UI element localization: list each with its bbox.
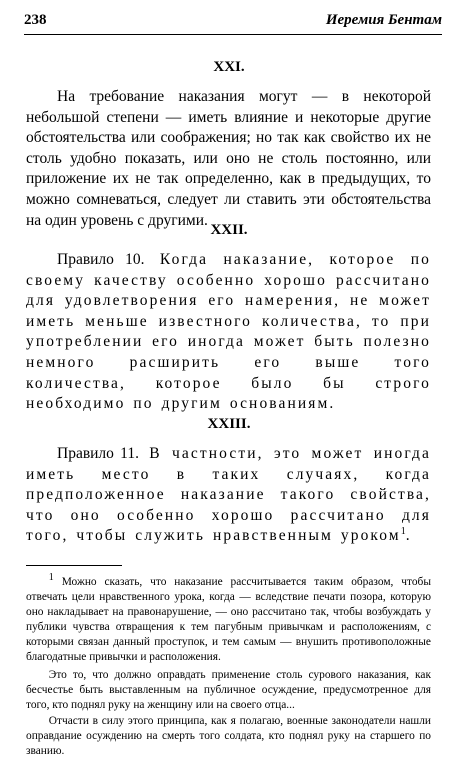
footnote-1-continuation: Это то, что должно оправдать применение столь сурового наказания, как бесчестье быть выставленным на публичное осуждение, предусмотренное для того, кто поднял руку на женщину или на своего отца... <box>26 669 431 711</box>
section-paragraph-xxiii <box>26 444 431 547</box>
rule-label: Правило 10. <box>57 251 145 268</box>
section-heading-xxi: XXI. <box>213 59 245 75</box>
footnote-1 <box>26 572 431 665</box>
rule-label: Правило 11. <box>57 445 139 462</box>
section-paragraph-xxii <box>26 250 431 415</box>
rule-text: В частности, это может иногда иметь место в таких случаях, когда предположенное наказание такого свойства, что оно особенно хорошо рассчитано для того, чтобы служить нравственным уроком <box>26 445 431 545</box>
footnote-1-conclusion: Отчасти в силу этого принципа, как я полагаю, военные законодатели нашли оправдание осуждению на смерть того солдата, кто поднял руку на старшего по званию. <box>26 715 431 757</box>
section-heading-xxii: XXII. <box>210 222 248 238</box>
rule-text-end: . <box>405 527 410 545</box>
section-paragraph-xxi: На требование наказания могут — в некоторой небольшой степени — иметь влияние и некоторые другие обстоятельства или соображения; но так как свойство их не столь удобно показать, или оно не столь постоянно, или приложение их не так определенно, как в предыдущих, то можно сомневаться, следует ли ставить эти обстоятельства на один уровень с другими. <box>26 88 431 229</box>
footnote-marker: 1 <box>48 572 54 584</box>
section-heading-xxiii: XXIII. <box>207 416 251 432</box>
footnote-reference: 1 <box>400 526 406 538</box>
page-number: 238 <box>24 12 47 28</box>
running-head: Иеремия Бентам <box>325 12 442 28</box>
footnote-separator <box>26 565 122 566</box>
rule-text: Когда наказание, которое по своему качеству особенно хорошо рассчитано для удовлетворения его намерения, не может иметь меньше известного количества, то при употреблении его иногда может быть полезно немного расширить его выше того количества, которое было бы строго необходимо по другим основаниям. <box>26 251 431 413</box>
page-header <box>24 8 442 35</box>
footnote-text: Можно сказать, что наказание рассчитывается таким образом, чтобы отвечать цели нравственного урока, когда — вследствие печати позора, которую оно накладывает на правонарушение, — оно рассчитано так, чтобы возбуждать у публики чувства отвращения к тем пагубным привычкам и расположениям, с которыми связан данный проступок, и тем самым — внушить противоположные благодатные привычки и расположения. <box>26 576 431 663</box>
